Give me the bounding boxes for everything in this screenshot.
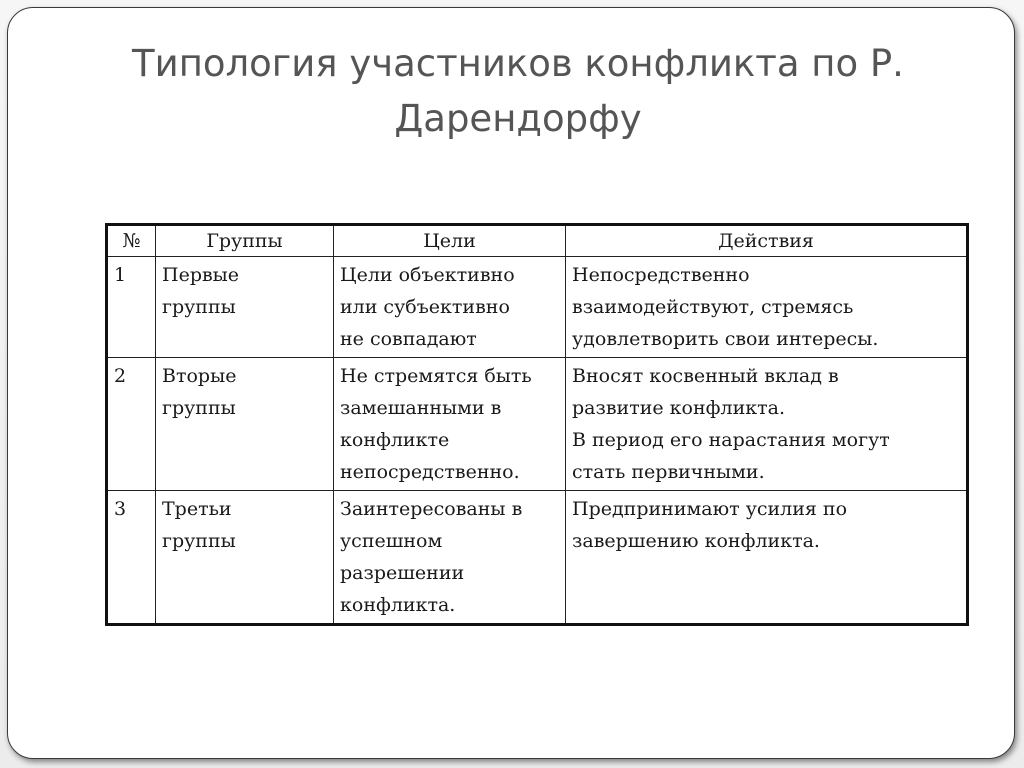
row-goals-line: разрешении [340, 562, 465, 584]
row-number: 2 [107, 358, 156, 491]
header-number: № [107, 225, 156, 257]
row-actions [566, 358, 968, 491]
row-group-line: Вторые [162, 365, 237, 387]
table-row [107, 358, 968, 491]
table-header-row [107, 225, 968, 257]
row-goals-line: конфликта. [340, 594, 456, 616]
row-group-line: группы [162, 397, 236, 419]
row-actions-line: Вносят косвенный вклад в [572, 365, 839, 387]
row-goals-line: замешанными в [340, 397, 502, 419]
table-row [107, 257, 968, 358]
slide-title [118, 36, 918, 146]
row-goals-line: непосредственно. [340, 461, 520, 483]
row-goals [334, 358, 566, 491]
header-goals: Цели [334, 225, 566, 257]
row-actions-line: взаимодействуют, стремясь [572, 296, 854, 318]
row-number: 3 [107, 491, 156, 625]
row-goals-line: не совпадают [340, 328, 477, 350]
row-group [156, 358, 334, 491]
row-actions-line: завершению конфликта. [572, 530, 820, 552]
row-actions [566, 257, 968, 358]
typology-table [105, 223, 969, 626]
row-group-line: Третьи [162, 498, 232, 520]
row-actions-line: развитие конфликта. [572, 397, 786, 419]
row-number: 1 [107, 257, 156, 358]
row-goals-line: или субъективно [340, 296, 510, 318]
row-goals-line: успешном [340, 530, 443, 552]
row-group-line: Первые [162, 264, 240, 286]
slide-title-line-1: Типология участников конфликта по Р. [132, 42, 904, 85]
row-goals-line: конфликте [340, 429, 450, 451]
row-actions-line: Непосредственно [572, 264, 750, 286]
row-group-line: группы [162, 530, 236, 552]
row-goals [334, 491, 566, 625]
row-actions-line: Предпринимают усилия по [572, 498, 848, 520]
slide-title-line-2: Дарендорфу [394, 97, 642, 140]
row-actions [566, 491, 968, 625]
row-group [156, 491, 334, 625]
row-group [156, 257, 334, 358]
row-actions-line: В период его нарастания могут [572, 429, 890, 451]
row-goals [334, 257, 566, 358]
table-row [107, 491, 968, 625]
row-goals-line: Не стремятся быть [340, 365, 532, 387]
row-actions-line: стать первичными. [572, 461, 765, 483]
row-goals-line: Цели объективно [340, 264, 515, 286]
row-goals-line: Заинтересованы в [340, 498, 523, 520]
header-actions: Действия [566, 225, 968, 257]
header-groups: Группы [156, 225, 334, 257]
row-actions-line: удовлетворить свои интересы. [572, 328, 879, 350]
row-group-line: группы [162, 296, 236, 318]
